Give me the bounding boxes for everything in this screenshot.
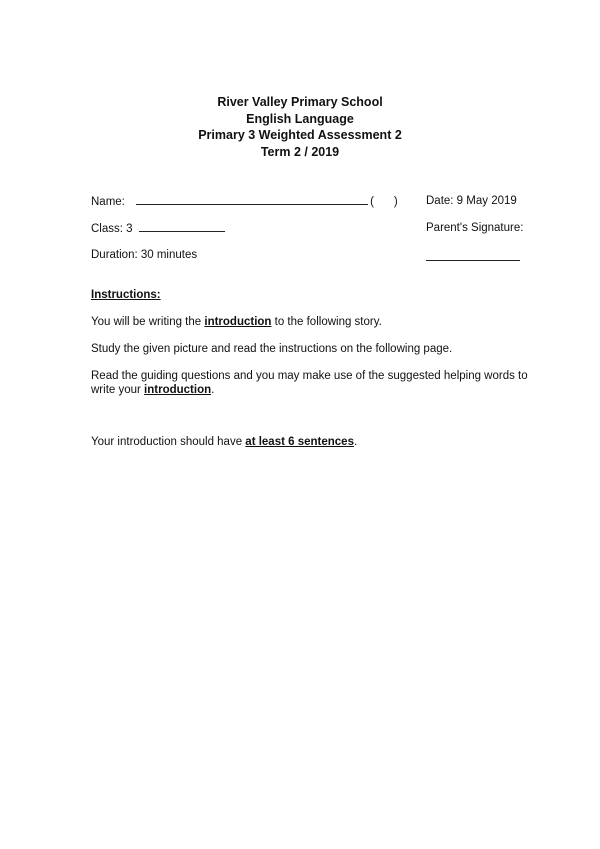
class-blank-line[interactable] xyxy=(139,221,225,232)
instruction-3-text: Read the guiding questions and you may make use of the suggested helping words to write your xyxy=(91,370,528,396)
parent-signature-label: Parent's Signature: xyxy=(426,222,524,234)
document-header xyxy=(0,94,600,160)
sentence-count-emphasis: at least 6 sentences xyxy=(245,436,354,448)
register-paren-close: ) xyxy=(393,196,398,208)
instruction-paragraph-2: Study the given picture and read the instructions on the following page. xyxy=(91,343,453,355)
parent-signature-field xyxy=(426,250,520,265)
date-label: Date: 9 May 2019 xyxy=(426,195,517,207)
subject-name: English Language xyxy=(246,111,354,126)
instructions-title: Instructions: xyxy=(91,289,161,301)
class-field xyxy=(91,221,225,236)
instruction-paragraph-3 xyxy=(91,370,531,397)
term-label: Term 2 / 2019 xyxy=(260,144,340,159)
instruction-paragraph-4 xyxy=(91,436,531,450)
introduction-emphasis: introduction xyxy=(204,316,272,328)
class-label: Class: 3 xyxy=(91,223,133,235)
parent-signature-blank-line[interactable] xyxy=(426,250,520,261)
school-name: River Valley Primary School xyxy=(217,95,383,109)
instruction-3-text-end: . xyxy=(211,383,215,396)
instruction-paragraph-1 xyxy=(91,316,531,330)
instruction-4-text-end: . xyxy=(353,436,358,448)
assessment-title: Primary 3 Weighted Assessment 2 xyxy=(198,128,402,142)
register-paren-open: ( xyxy=(370,196,374,208)
instruction-4-text: Your introduction should have xyxy=(91,436,246,448)
duration-label: Duration: 30 minutes xyxy=(91,249,198,261)
instruction-1-text: You will be writing the xyxy=(91,316,205,328)
introduction-emphasis-2: introduction xyxy=(144,383,212,396)
instruction-1-text-end: to the following story. xyxy=(271,316,382,328)
name-label: Name: xyxy=(91,196,125,208)
name-blank-line[interactable] xyxy=(136,194,368,205)
name-field xyxy=(91,194,398,209)
